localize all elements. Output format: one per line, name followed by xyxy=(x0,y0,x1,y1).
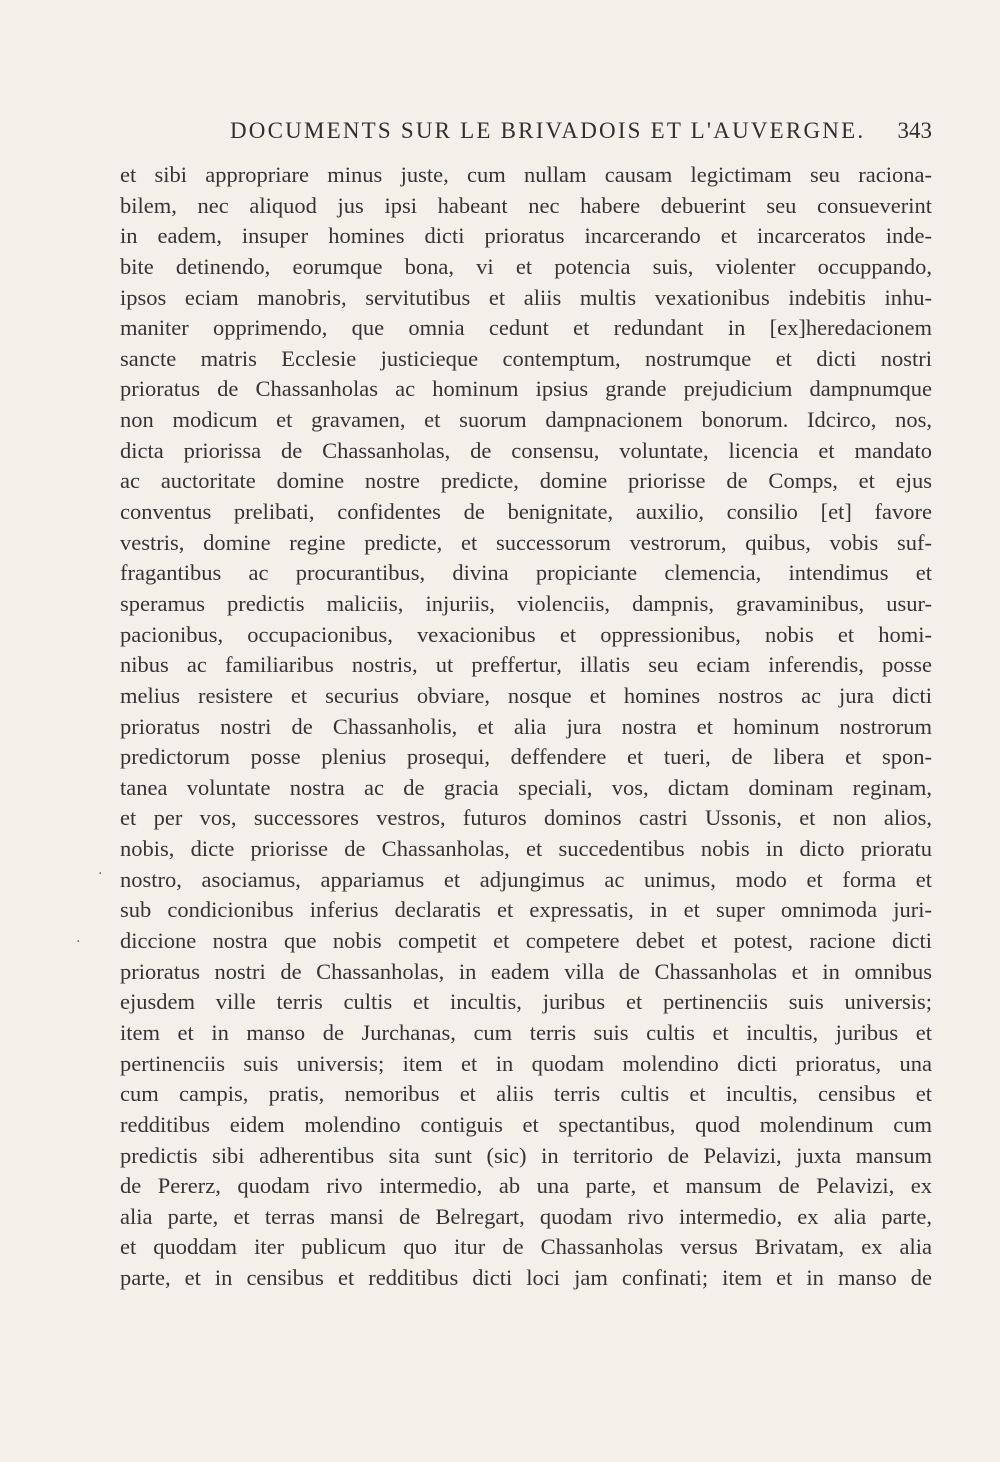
text-line: parte, et in censibus et redditibus dicti loci jam confinati; item et in manso de xyxy=(120,1265,932,1291)
running-title: DOCUMENTS SUR LE BRIVADOIS ET L'AUVERGNE. xyxy=(230,118,866,143)
text-line: ipsos eciam manobris, servitutibus et aliis multis vexationibus indebitis inhu- xyxy=(120,284,932,310)
text-line: ac auctoritate domine nostre predicte, domine priorisse de Comps, et ejus xyxy=(120,468,932,494)
text-line: nostro, asociamus, appariamus et adjungimus ac unimus, modo et forma et xyxy=(120,866,932,892)
text-line: speramus predictis maliciis, injuriis, violenciis, dampnis, gravaminibus, usur- xyxy=(120,590,932,616)
text-line: in eadem, insuper homines dicti prioratus incarcerando et incarceratos inde- xyxy=(120,223,932,249)
text-line: predictorum posse plenius prosequi, deffendere et tueri, de libera et spon- xyxy=(120,744,932,770)
text-line: et per vos, successores vestros, futuros dominos castri Ussonis, et non alios, xyxy=(120,805,932,831)
body-text xyxy=(120,160,932,1294)
text-line: sub condicionibus inferius declaratis et expressatis, in et super omnimoda juri- xyxy=(120,897,932,923)
page-number: 343 xyxy=(897,118,932,143)
print-speck-icon: · xyxy=(76,934,81,950)
text-line: fragantibus ac procurantibus, divina propiciante clemencia, intendimus et xyxy=(120,560,932,586)
text-line: redditibus eidem molendino contiguis et spectantibus, quod molendinum cum xyxy=(120,1111,932,1137)
text-line: vestris, domine regine predicte, et successorum vestrorum, quibus, vobis suf- xyxy=(120,529,932,555)
text-line: maniter opprimendo, que omnia cedunt et redundant in [ex]heredacionem xyxy=(120,315,932,341)
text-line: et sibi appropriare minus juste, cum nullam causam legictimam seu raciona- xyxy=(120,162,932,187)
text-line: pacionibus, occupacionibus, vexacionibus et oppressionibus, nobis et homi- xyxy=(120,621,932,647)
text-line: diccione nostra que nobis competit et competere debet et potest, racione dicti xyxy=(120,928,932,954)
text-line: alia parte, et terras mansi de Belregart, quodam rivo intermedio, ex alia parte, xyxy=(120,1203,932,1229)
text-line: predictis sibi adherentibus sita sunt (sic) in territorio de Pelavizi, juxta mansum xyxy=(120,1142,932,1168)
text-line: prioratus nostri de Chassanholis, et alia jura nostra et hominum nostrorum xyxy=(120,713,932,739)
print-speck-icon: · xyxy=(98,866,103,882)
text-line: non modicum et gravamen, et suorum dampnacionem bonorum. Idcirco, nos, xyxy=(120,407,932,433)
text-line: de Pererz, quodam rivo intermedio, ab una parte, et mansum de Pelavizi, ex xyxy=(120,1173,932,1199)
text-line: bite detinendo, eorumque bona, vi et potencia suis, violenter occuppando, xyxy=(120,253,932,279)
text-line: nobis, dicte priorisse de Chassanholas, et succedentibus nobis in dicto prioratu xyxy=(120,836,932,862)
text-line: cum campis, pratis, nemoribus et aliis terris cultis et incultis, censibus et xyxy=(120,1081,932,1107)
text-line: tanea voluntate nostra ac de gracia speciali, vos, dictam dominam reginam, xyxy=(120,774,932,800)
text-line: item et in manso de Jurchanas, cum terris suis cultis et incultis, juribus et xyxy=(120,1019,932,1045)
text-line: nibus ac familiaribus nostris, ut preffertur, illatis seu eciam inferendis, posse xyxy=(120,652,932,678)
text-line: ejusdem ville terris cultis et incultis, juribus et pertinenciis suis universis; xyxy=(120,989,932,1015)
page-header xyxy=(120,118,932,158)
text-line: et quoddam iter publicum quo itur de Chassanholas versus Brivatam, ex alia xyxy=(120,1234,932,1260)
text-line: prioratus de Chassanholas ac hominum ipsius grande prejudicium dampnumque xyxy=(120,376,932,402)
text-line: melius resistere et securius obviare, nosque et homines nostros ac jura dicti xyxy=(120,682,932,708)
text-line: sancte matris Ecclesie justicieque contemptum, nostrumque et dicti nostri xyxy=(120,345,932,371)
text-line: dicta priorissa de Chassanholas, de consensu, voluntate, licencia et mandato xyxy=(120,437,932,463)
text-line: bilem, nec aliquod jus ipsi habeant nec habere debuerint seu consueverint xyxy=(120,192,932,218)
text-line: prioratus nostri de Chassanholas, in eadem villa de Chassanholas et in omnibus xyxy=(120,958,932,984)
text-line: conventus prelibati, confidentes de benignitate, auxilio, consilio [et] favore xyxy=(120,499,932,525)
text-line: pertinenciis suis universis; item et in quodam molendino dicti prioratus, una xyxy=(120,1050,932,1076)
